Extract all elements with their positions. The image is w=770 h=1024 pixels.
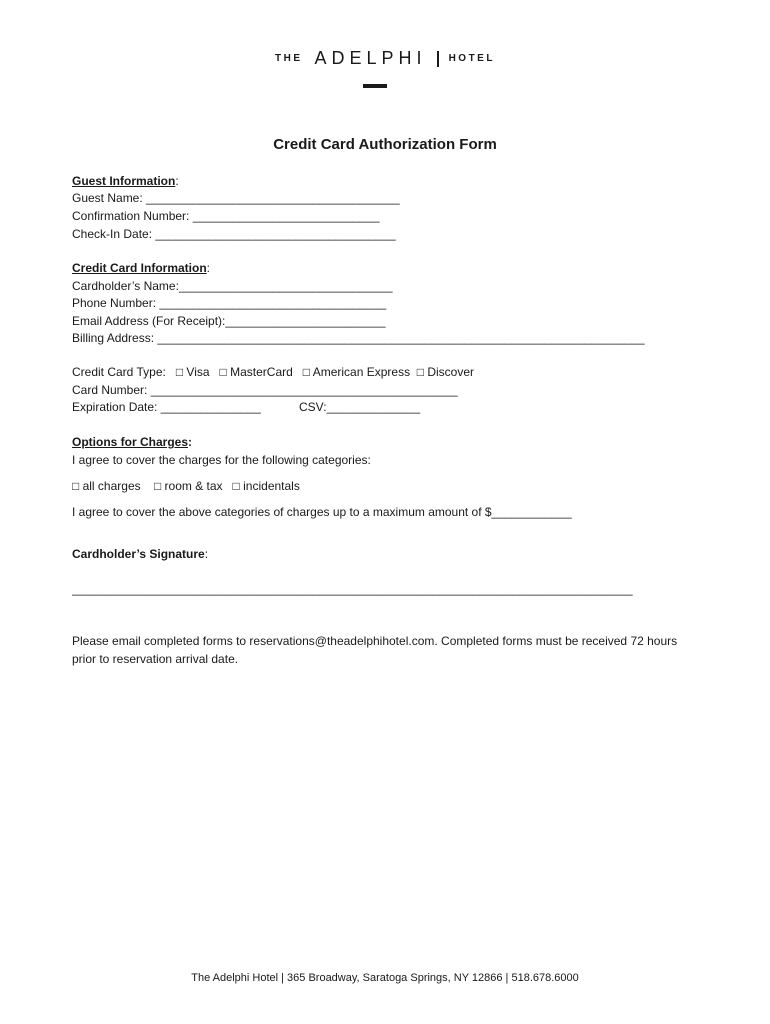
card-info-heading-text: Credit Card Information (72, 261, 207, 275)
card-type-options: Credit Card Type: □ Visa □ MasterCard □ American Express □ Discover (72, 365, 475, 379)
maximum-amount-field: I agree to cover the above categories of charges up to a maximum amount of $____________ (72, 505, 572, 519)
phone-number-field: Phone Number: __________________________________ (72, 296, 387, 310)
options-colon: : (188, 435, 193, 449)
logo-name: ADELPHI (314, 48, 427, 68)
cardholder-name-field: Cardholder’s Name:________________________________ (72, 279, 393, 293)
signature-colon: : (204, 547, 209, 561)
logo-dash (363, 84, 387, 88)
signature-line: ____________________________________________________________________________________ (72, 582, 633, 596)
submission-note: Please email completed forms to reservations@theadelphihotel.com. Completed forms must be received 72 hours prior to reservation arrival date. (72, 634, 678, 666)
footer-address: The Adelphi Hotel | 365 Broadway, Saratoga Springs, NY 12866 | 518.678.6000 (191, 972, 579, 984)
guest-info-colon: : (175, 174, 179, 188)
guest-info-heading-text: Guest Information (72, 174, 176, 188)
checkin-date-field: Check-In Date: ____________________________________ (72, 227, 396, 241)
form-title: Credit Card Authorization Form (273, 136, 497, 153)
charge-category-options: □ all charges □ room & tax □ incidentals (72, 479, 300, 493)
card-info-heading (72, 261, 210, 275)
options-heading-text: Options for Charges (72, 435, 189, 449)
csv-field: CSV:______________ (299, 400, 420, 414)
card-info-colon: : (206, 261, 211, 275)
hotel-logo (0, 48, 770, 69)
signature-heading (72, 547, 208, 561)
logo-bar (437, 51, 439, 67)
expiration-date-field: Expiration Date: _______________ (72, 400, 261, 414)
email-address-field: Email Address (For Receipt):________________________ (72, 314, 386, 328)
guest-name-field: Guest Name: ______________________________________ (72, 191, 400, 205)
card-number-field: Card Number: ______________________________________________ (72, 383, 458, 397)
billing-address-field: Billing Address: _________________________________________________________________________ (72, 331, 645, 345)
options-heading (72, 435, 192, 449)
logo-the: THE (275, 53, 303, 64)
confirmation-number-field: Confirmation Number: ____________________________ (72, 209, 380, 223)
agree-charges-text: I agree to cover the charges for the following categories: (72, 453, 371, 467)
guest-info-heading (72, 174, 179, 188)
signature-heading-text: Cardholder’s Signature (72, 547, 205, 561)
logo-hotel: HOTEL (448, 53, 495, 64)
